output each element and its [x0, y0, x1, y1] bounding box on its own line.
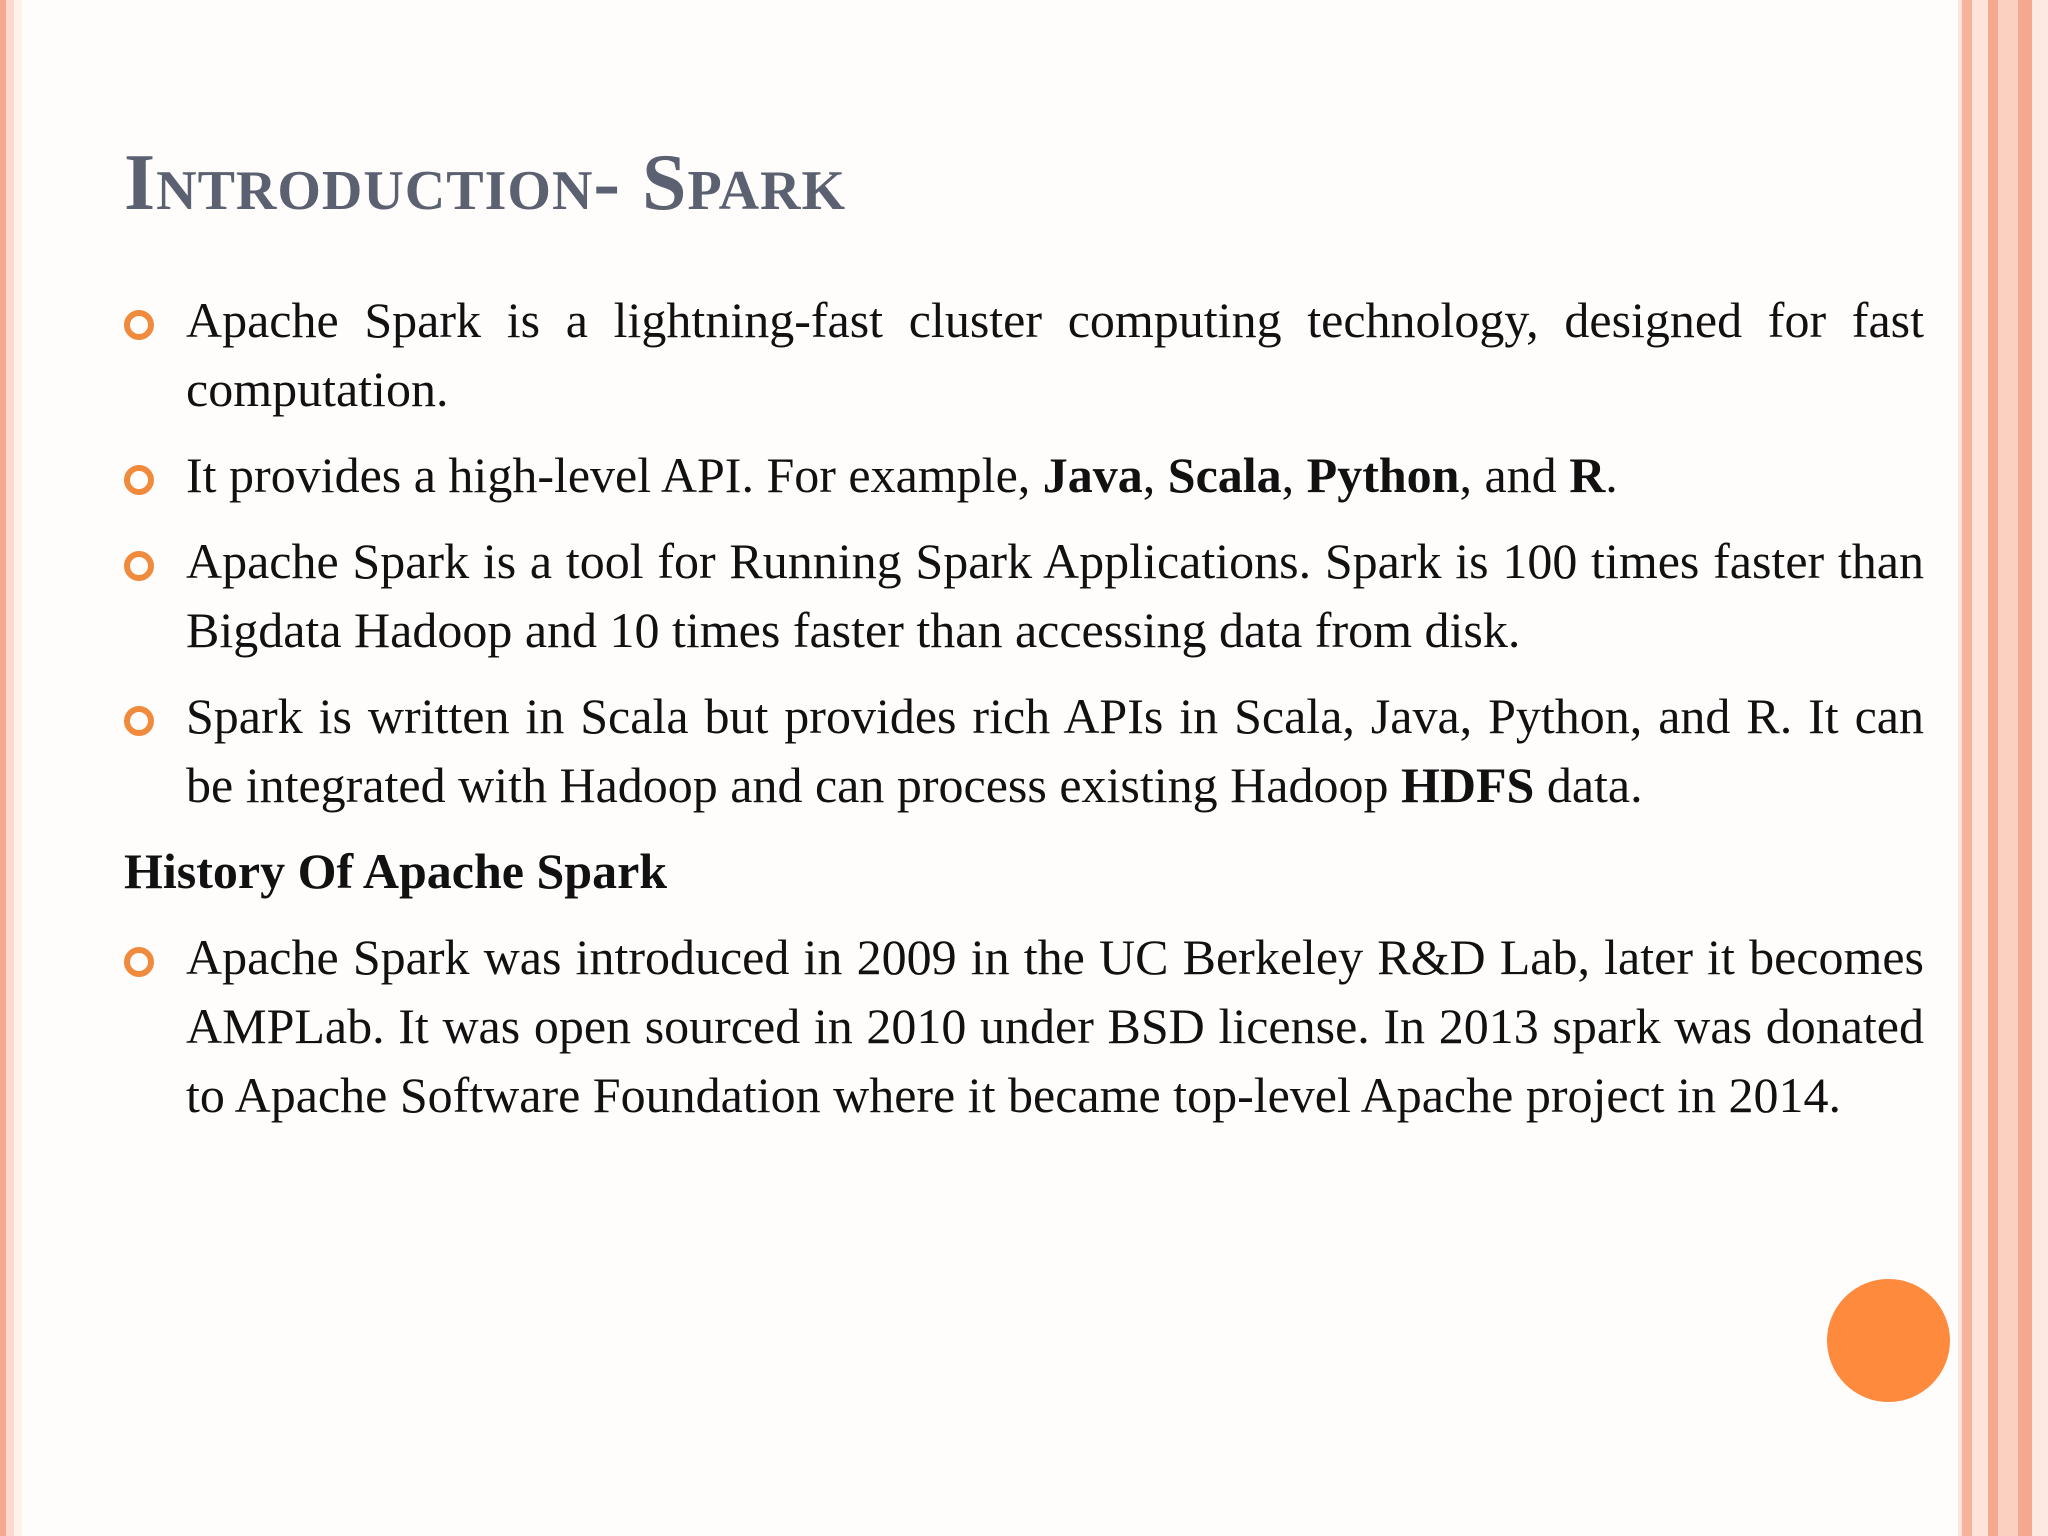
language-python: Python: [1306, 447, 1460, 503]
slide-title: Introduction- Spark: [124, 139, 847, 227]
language-scala: Scala: [1167, 447, 1282, 503]
history-heading: History Of Apache Spark: [124, 843, 668, 899]
right-decorative-band: [1958, 0, 2048, 1536]
bullet-text-segment: ,: [1142, 447, 1168, 503]
bullet-item: [124, 682, 1924, 820]
bullet-text-segment: , and: [1459, 447, 1570, 503]
bullet-item: [124, 441, 1924, 510]
bullet-text: Apache Spark is a tool for Running Spark Applications. Spark is 100 times faster than Bigdata Hadoop and 10 times faster than accessing data from disk.: [186, 533, 1924, 658]
bullet-item: [124, 527, 1924, 665]
bullet-text-segment: ,: [1281, 447, 1307, 503]
ring-bullet-icon: [124, 310, 154, 340]
ring-bullet-icon: [124, 465, 154, 495]
orange-circle-decoration: [1827, 1279, 1950, 1402]
language-java: Java: [1042, 447, 1143, 503]
slide-content: [124, 286, 1924, 1147]
language-r: R: [1569, 447, 1606, 503]
bullet-item: [124, 286, 1924, 424]
ring-bullet-icon: [124, 947, 154, 977]
left-decorative-band: [0, 0, 22, 1536]
bullet-text: Apache Spark was introduced in 2009 in the UC Berkeley R&D Lab, later it becomes AMPLab. It was open sourced in 2010 under BSD license. In 2013 spark was donated to Apache Software Foundation where it became top-level Apache project in 2014.: [186, 929, 1924, 1123]
ring-bullet-icon: [124, 551, 154, 581]
bullet-text-segment: Spark is written in Scala but provides rich APIs in Scala, Java, Python, and R. It can be integrated with Hadoop and can process existing Hadoop: [186, 688, 1924, 813]
bullet-text-segment: .: [1605, 447, 1618, 503]
bullet-text-segment: data.: [1534, 757, 1643, 813]
hdfs-term: HDFS: [1400, 757, 1535, 813]
bullet-item: [124, 923, 1924, 1130]
ring-bullet-icon: [124, 706, 154, 736]
bullet-text: Apache Spark is a lightning-fast cluster computing technology, designed for fast computation.: [186, 292, 1924, 417]
bullet-text-segment: It provides a high-level API. For example,: [186, 447, 1043, 503]
